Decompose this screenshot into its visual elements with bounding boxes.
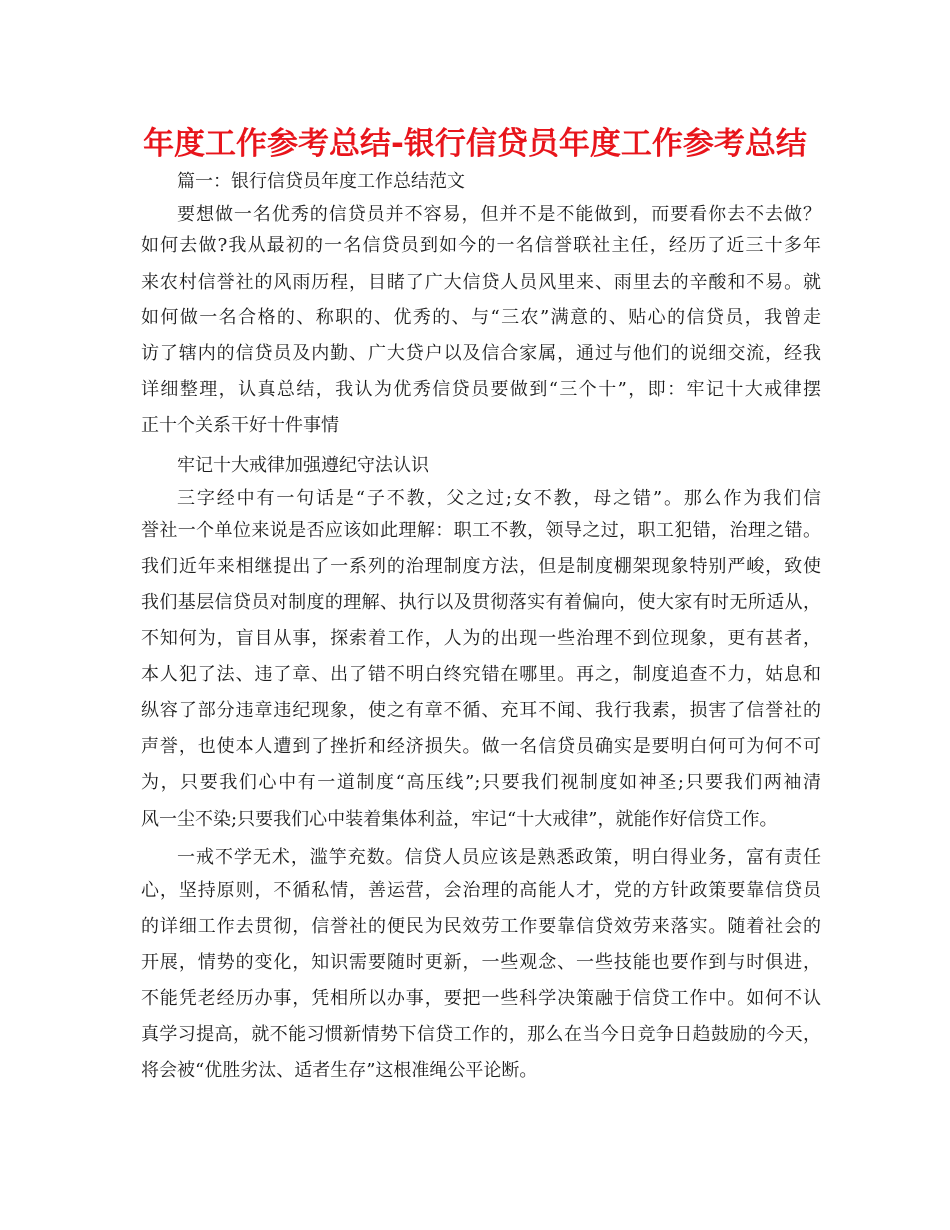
paragraph-line: 要想做一名优秀的信贷员并不容易，但并不是不能做到，而要看你去不去做？ (177, 204, 821, 225)
paragraph-line: 心，坚持原则，不循私情，善运营，会治理的高能人才，党的方针政策要靠信贷员 (141, 880, 821, 901)
paragraph-line: 将会被“优胜劣汰、适者生存”这根准绳公平论断。 (141, 1060, 538, 1081)
paragraph-line: 来农村信誉社的风雨历程，目睹了广大信贷人员风里来、雨里去的辛酸和不易。就 (141, 272, 821, 293)
section-heading: 牢记十大戒律加强遵纪守法认识 (177, 455, 429, 476)
paragraph-line: 开展，情势的变化，知识需要随时更新，一些观念、一些技能也要作到与时俱进， (141, 952, 821, 973)
paragraph-line: 誉社一个单位来说是否应该如此理解：职工不教，领导之过，职工犯错，治理之错。 (141, 520, 821, 541)
paragraph-line: 如何去做?我从最初的一名信贷员到如今的一名信誉联社主任，经历了近三十多年 (141, 235, 821, 256)
paragraph-line: 三字经中有一句话是“子不教，父之过;女不教，母之错”。那么作为我们信 (177, 488, 821, 509)
paragraph-line: 为，只要我们心中有一道制度“高压线”;只要我们视制度如神圣;只要我们两袖清 (141, 772, 821, 793)
paragraph-line: 不知何为，盲目从事，探索着工作，人为的出现一些治理不到位现象，更有甚者， (141, 628, 821, 649)
paragraph-line: 本人犯了法、违了章、出了错不明白终究错在哪里。再之，制度追查不力，姑息和 (141, 664, 821, 685)
paragraph-line: 我们基层信贷员对制度的理解、执行以及贯彻落实有着偏向，使大家有时无所适从， (141, 592, 821, 613)
paragraph-line: 真学习提高，就不能习惯新情势下信贷工作的，那么在当今日竞争日趋鼓励的今天， (141, 1024, 821, 1045)
paragraph-line: 风一尘不染;只要我们心中装着集体利益，牢记“十大戒律”，就能作好信贷工作。 (141, 809, 778, 830)
paragraph-line: 访了辖内的信贷员及内勤、广大贷户以及信合家属，通过与他们的说细交流，经我 (141, 343, 821, 364)
paragraph-line: 详细整理，认真总结，我认为优秀信贷员要做到“三个十”，即：牢记十大戒律摆 (141, 379, 821, 400)
document-title: 年度工作参考总结-银行信贷员年度工作参考总结 (143, 126, 807, 162)
paragraph-line: 我们近年来相继提出了一系列的治理制度方法，但是制度棚架现象特别严峻，致使 (141, 556, 821, 577)
paragraph-line: 如何做一名合格的、称职的、优秀的、与“三农”满意的、贴心的信贷员，我曾走 (141, 307, 821, 328)
paragraph-line: 声誉，也使本人遭到了挫折和经济损失。做一名信贷员确实是要明白何可为何不可 (141, 736, 821, 757)
paragraph-line: 正十个关系干好十件事情 (141, 415, 339, 436)
paragraph-line: 一戒不学无术，滥竽充数。信贷人员应该是熟悉政策，明白得业务，富有责任 (177, 847, 821, 868)
section-subtitle: 篇一：银行信贷员年度工作总结范文 (177, 171, 465, 192)
paragraph-line: 不能凭老经历办事，凭相所以办事，要把一些科学决策融于信贷工作中。如何不认 (141, 988, 821, 1009)
paragraph-line: 纵容了部分违章违纪现象，使之有章不循、充耳不闻、我行我素，损害了信誉社的 (141, 700, 821, 721)
paragraph-line: 的详细工作去贯彻，信誉社的便民为民效劳工作要靠信贷效劳来落实。随着社会的 (141, 916, 821, 937)
